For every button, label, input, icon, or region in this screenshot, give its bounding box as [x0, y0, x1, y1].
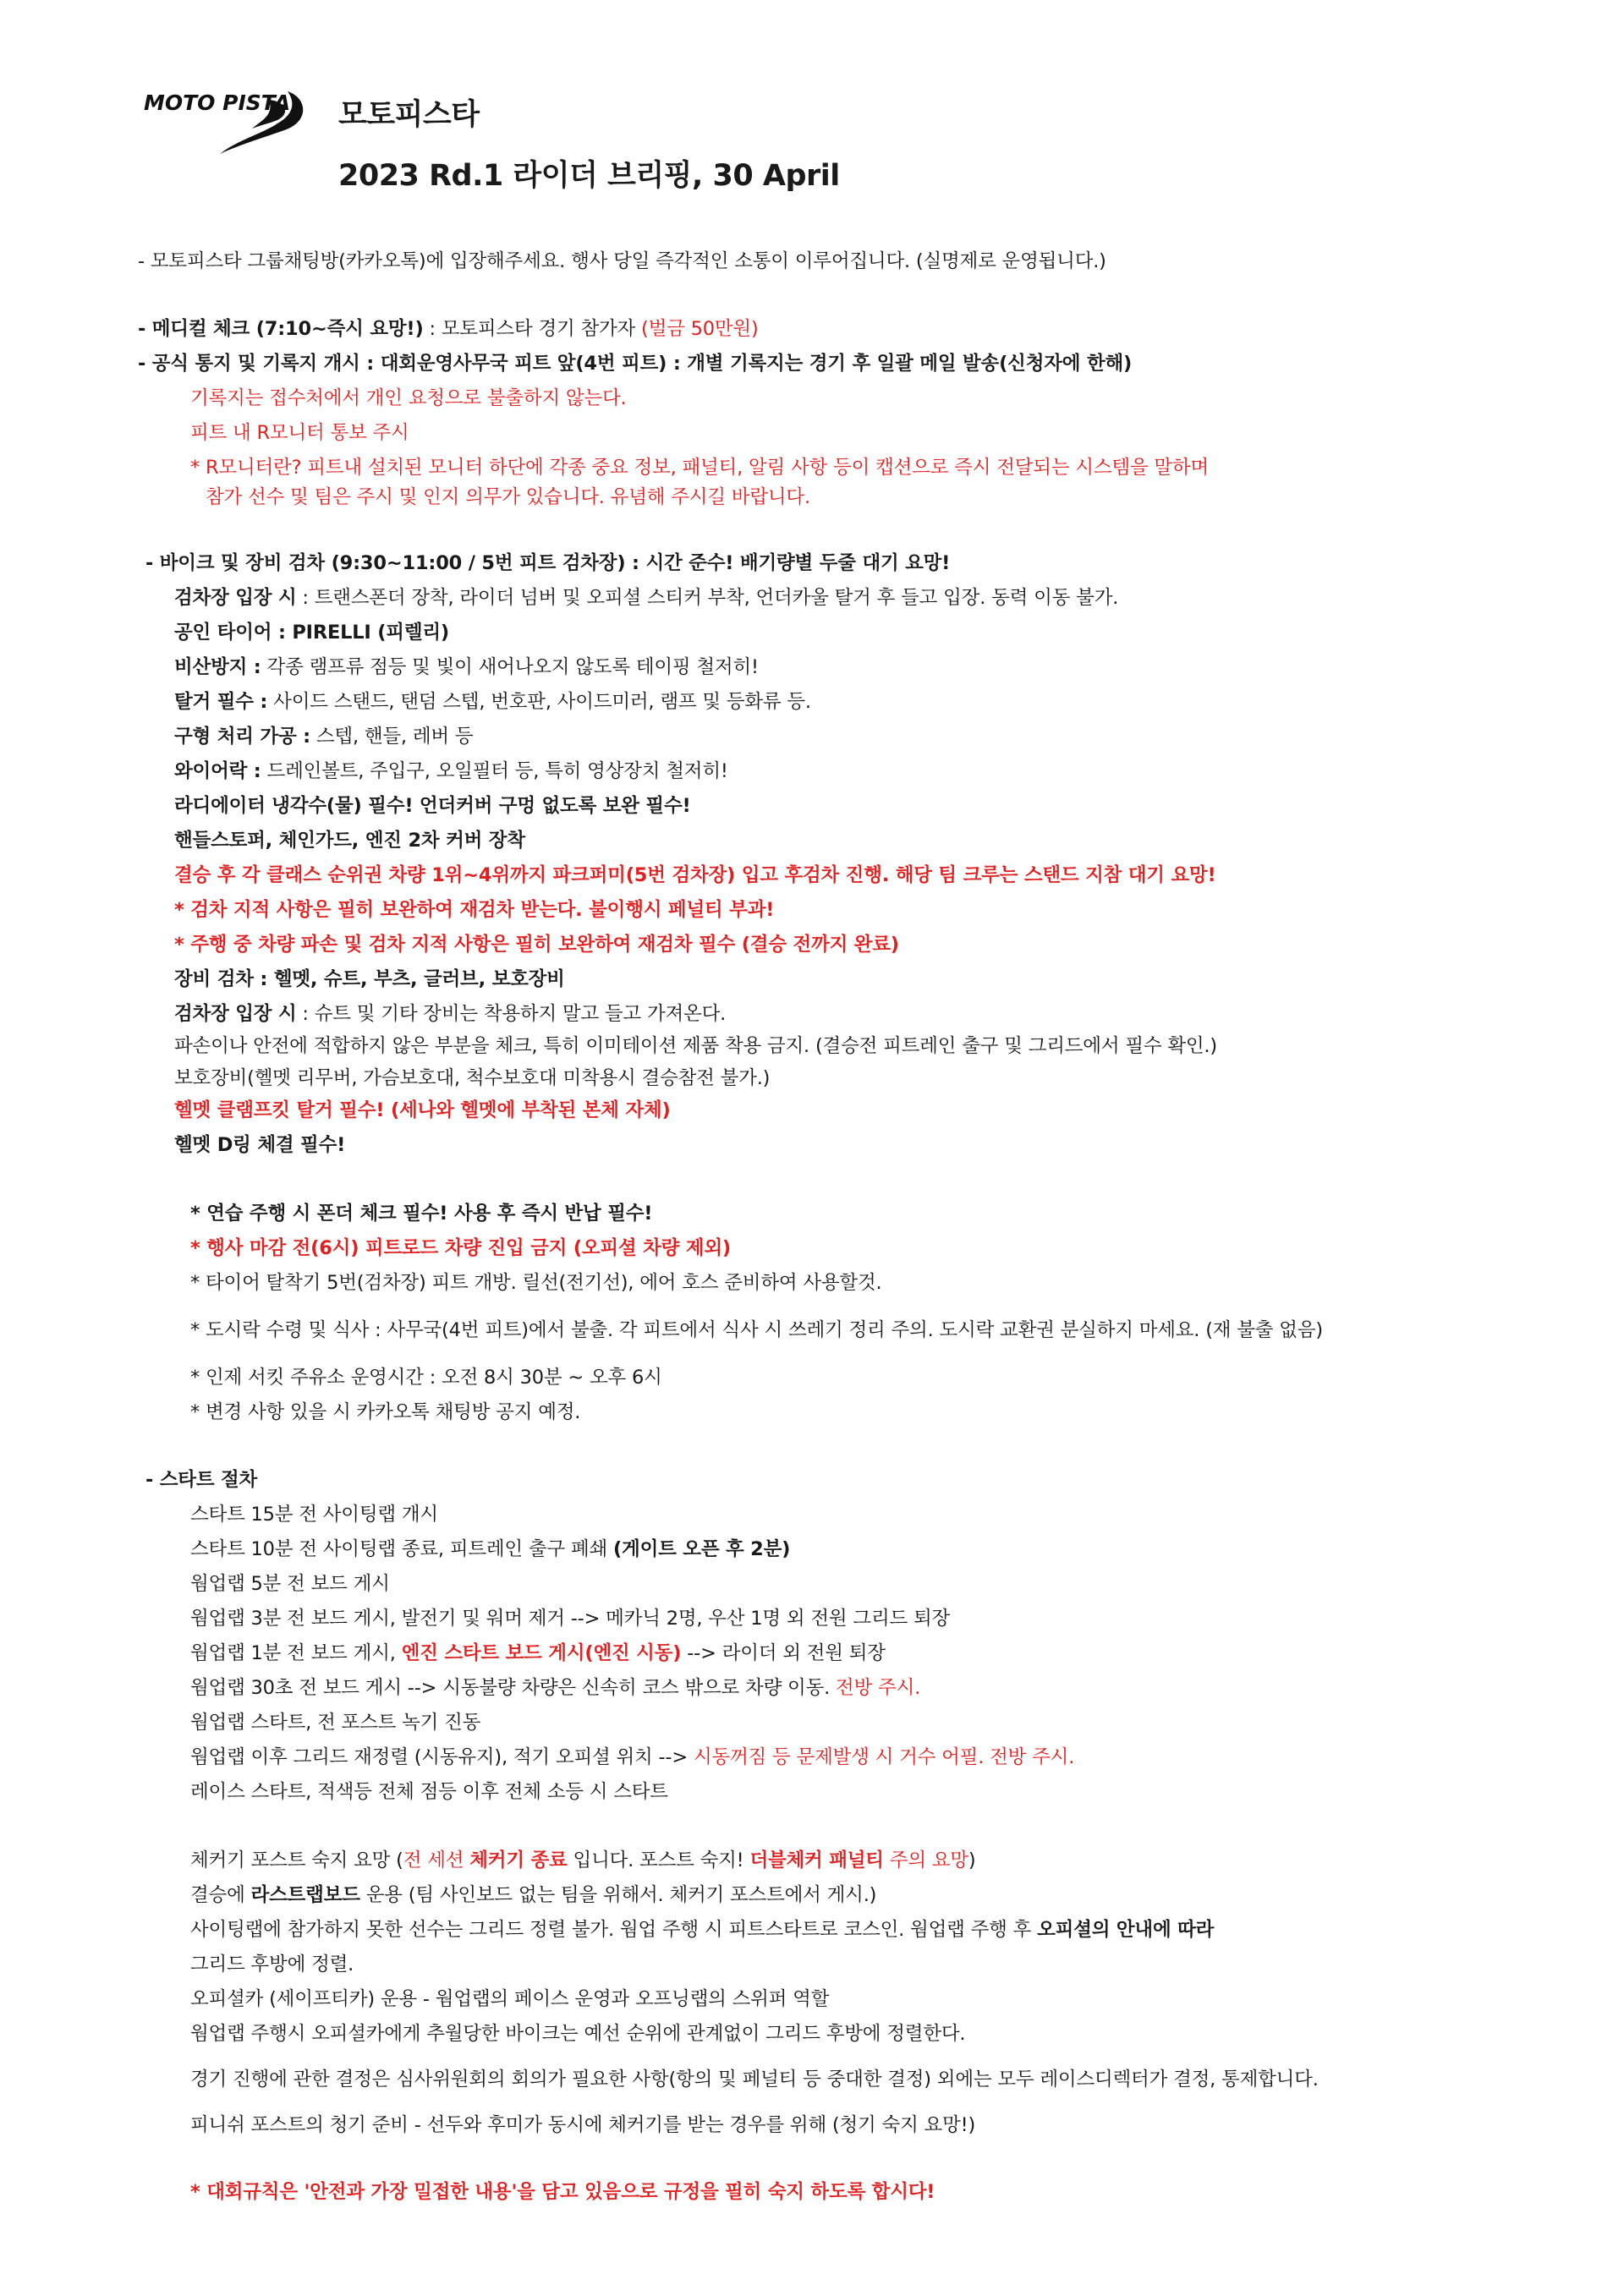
- start-step-5-a: 웜업랩 1분 전 보드 게시,: [190, 1642, 402, 1664]
- start-head: - 스타트 절차: [145, 1469, 258, 1491]
- gear-dring: 헬멧 D링 체결 필수!: [174, 1134, 346, 1156]
- removal-label: 탈거 필수 :: [174, 691, 268, 713]
- start-step-6: [190, 1674, 920, 1701]
- rule-overtaken: 웜업랩 주행시 오피셜카에게 추월당한 바이크는 예선 순위에 관계없이 그리드 후방에 정렬한다.: [190, 2023, 966, 2045]
- notice-line-1: 기록지는 접수처에서 개인 요청으로 불출하지 않는다.: [190, 387, 627, 409]
- medical-check-line: [138, 315, 759, 342]
- rule-sighting: [190, 1916, 1214, 1943]
- splash-text: 각종 램프류 점등 및 빛이 새어나오지 않도록 테이핑 철저히!: [261, 656, 759, 678]
- medical-text: : 모토피스타 경기 참가자: [423, 318, 642, 340]
- medical-head: - 메디컬 체크 (7:10~즉시 요망!): [138, 318, 424, 340]
- start-step-2-gate: (게이트 오픈 후 2분): [612, 1538, 791, 1560]
- inspection-entry: [174, 584, 1118, 611]
- start-step-9: 레이스 스타트, 적색등 전체 점등 이후 전체 소등 시 스타트: [190, 1781, 668, 1803]
- rule-checker-e: 더블체커 패널티: [749, 1849, 884, 1871]
- rule-checker-d: 입니다. 포스트 숙지!: [567, 1849, 750, 1871]
- start-step-8-appeal: 시동꺼짐 등 문제발생 시 거수 어필. 전방 주시.: [693, 1746, 1075, 1768]
- inspection-radiator: 라디에이터 냉각수(물) 필수! 언더커버 구멍 없도록 보완 필수!: [174, 795, 691, 817]
- inspection-penalty: * 검차 지적 사항은 필히 보완하여 재검차 받는다. 불이행시 페널티 부과!: [174, 899, 775, 921]
- note-gas-station: * 인제 서킷 주유소 운영시간 : 오전 8시 30분 ~ 오후 6시: [190, 1367, 662, 1389]
- splash-label: 비산방지 :: [174, 656, 261, 678]
- rule-lastlap-c: 운용 (팀 사인보드 없는 팀을 위해서. 체커기 포스트에서 게시.): [359, 1884, 877, 1906]
- gear-entry-label: 검차장 입장 시: [174, 1003, 297, 1025]
- page-title: 모토피스타: [338, 98, 480, 132]
- start-step-6-a: 웜업랩 30초 전 보드 게시 --> 시동불량 차량은 신속히 코스 밖으로 차량 이동.: [190, 1677, 837, 1699]
- start-step-8: [190, 1744, 1074, 1771]
- notice-head: - 공식 통지 및 기록지 개시 : 대회운영사무국 피트 앞(4번 피트) : 개별 기록지는 경기 후 일괄 메일 발송(신청자에 한해): [138, 353, 1133, 375]
- start-step-8-a: 웜업랩 이후 그리드 재정렬 (시동유지), 적기 오피셜 위치 -->: [190, 1746, 694, 1768]
- inspection-head: - 바이크 및 장비 검차 (9:30~11:00 / 5번 피트 검차장) : 시간 준수! 배기량별 두줄 대기 요망!: [145, 552, 951, 574]
- wire-text: 드레인볼트, 주입구, 오일필터 등, 특히 영상장치 철저히!: [261, 760, 728, 782]
- removal-text: 사이드 스탠드, 탠덤 스텝, 번호판, 사이드미러, 램프 및 등화류 등.: [267, 691, 811, 713]
- gear-entry-text: : 슈트 및 기타 장비는 착용하지 말고 들고 가져온다.: [296, 1003, 727, 1025]
- rule-checker: [190, 1847, 975, 1874]
- inspection-removal: [174, 688, 811, 715]
- gear-entry: [174, 1000, 726, 1027]
- start-step-6-watch: 전방 주시.: [836, 1677, 921, 1699]
- note-changes: * 변경 사항 있을 시 카카오톡 채팅방 공지 예정.: [190, 1401, 581, 1423]
- rule-race-director: 경기 진행에 관한 결정은 심사위원회의 회의가 필요한 사항(항의 및 페널티 등 중대한 결정) 외에는 모두 레이스디렉터가 결정, 통제합니다.: [190, 2069, 1319, 2091]
- rule-blue-flag: 피니쉬 포스트의 청기 준비 - 선두와 후미가 동시에 체커기를 받는 경우를 위해 (청기 숙지 요망!): [190, 2114, 976, 2136]
- medical-fine: (벌금 50만원): [641, 318, 759, 340]
- start-step-2: [190, 1536, 790, 1563]
- rule-lastlap-a: 결승에: [190, 1884, 251, 1906]
- note-pitroad: * 행사 마감 전(6시) 피트로드 차량 진입 금지 (오피셜 차량 제외): [190, 1237, 731, 1259]
- inspection-round: [174, 723, 473, 750]
- start-step-2-text: 스타트 10분 전 사이팅랩 종료, 피트레인 출구 폐쇄: [190, 1538, 613, 1560]
- gear-head: 장비 검차 : 헬멧, 슈트, 부츠, 글러브, 보호장비: [174, 968, 565, 990]
- start-step-4: 웜업랩 3분 전 보드 게시, 발전기 및 워머 제거 --> 메카닉 2명, 우산 1명 외 전원 그리드 퇴장: [190, 1608, 951, 1630]
- rule-checker-b: 전 세션: [403, 1849, 470, 1871]
- start-step-3: 웜업랩 5분 전 보드 게시: [190, 1573, 390, 1595]
- gear-check: 파손이나 안전에 적합하지 않은 부분을 체크, 특히 이미테이션 제품 착용 금지. (결승전 피트레인 출구 및 그리드에서 필수 확인.): [174, 1035, 1217, 1057]
- rule-safety-car: 오피셜카 (세이프티카) 운용 - 웜업랩의 페이스 운영과 오프닝랩의 스위퍼 역할: [190, 1988, 830, 2010]
- inspection-finals: 결승 후 각 클래스 순위권 차량 1위~4위까지 파크퍼미(5번 검차장) 입고 후검차 진행. 해당 팀 크루는 스탠드 지참 대기 요망!: [174, 864, 1216, 886]
- logo-text: MOTO PISTA: [144, 90, 291, 115]
- notice-line-4: 참가 선수 및 팀은 주시 및 인지 의무가 있습니다. 유념해 주시길 바랍니다.: [206, 486, 810, 508]
- intro-line: - 모토피스타 그룹채팅방(카카오톡)에 입장해주세요. 행사 당일 즉각적인 소통이 이루어집니다. (실명제로 운영됩니다.): [138, 250, 1106, 272]
- round-text: 스텝, 핸들, 레버 등: [310, 726, 474, 748]
- start-step-1: 스타트 15분 전 사이팅랩 개시: [190, 1504, 438, 1526]
- notice-line-3: * R모니터란? 피트내 설치된 모니터 하단에 각종 중요 정보, 패널티, 알림 사항 등이 캡션으로 즉시 전달되는 시스템을 말하며: [190, 457, 1209, 479]
- inspection-entry-label: 검차장 입장 시: [174, 587, 297, 609]
- wire-label: 와이어락 :: [174, 760, 261, 782]
- rule-sighting-b: 오피셜의 안내에 따라: [1037, 1919, 1215, 1941]
- rule-checker-c: 체커기 종료: [469, 1849, 568, 1871]
- inspection-slider: 핸들스토퍼, 체인가드, 엔진 2차 커버 장착: [174, 830, 525, 852]
- rule-lastlap-b: 라스트랩보드: [250, 1884, 360, 1906]
- notice-line-2: 피트 내 R모니터 통보 주시: [190, 422, 409, 444]
- rule-checker-a: 체커기 포스트 숙지 요망 (: [190, 1849, 403, 1871]
- final-rule: * 대회규칙은 '안전과 가장 밀접한 내용'을 담고 있음으로 규정을 필히 숙지 하도록 합시다!: [190, 2181, 935, 2203]
- rule-lastlap: [190, 1882, 876, 1909]
- inspection-wire: [174, 758, 728, 785]
- start-step-5-engine: 엔진 스타트 보드 게시(엔진 시동): [401, 1642, 682, 1664]
- rule-checker-g: ): [968, 1849, 976, 1871]
- page-subtitle: 2023 Rd.1 라이더 브리핑, 30 April: [338, 159, 840, 193]
- start-step-7: 웜업랩 스타트, 전 포스트 녹기 진동: [190, 1712, 481, 1734]
- start-step-5: [190, 1640, 886, 1667]
- note-tire-changer: * 타이어 탈착기 5번(검차장) 피트 개방. 릴선(전기선), 에어 호스 준비하여 사용할것.: [190, 1272, 882, 1294]
- start-step-5-c: --> 라이더 외 전원 퇴장: [681, 1642, 886, 1664]
- note-transponder: * 연습 주행 시 폰더 체크 필수! 사용 후 즉시 반납 필수!: [190, 1203, 653, 1225]
- inspection-entry-text: : 트랜스폰더 장착, 라이더 넘버 및 오피셜 스티커 부착, 언더카울 탈거 후 들고 입장. 동력 이동 불가.: [296, 587, 1119, 609]
- gear-protector: 보호장비(헬멧 리무버, 가슴보호대, 척수보호대 미착용시 결승참전 불가.): [174, 1067, 771, 1089]
- inspection-splash: [174, 654, 759, 681]
- gear-helmet-clamp: 헬멧 클램프킷 탈거 필수! (세나와 헬멧에 부착된 본체 자체): [174, 1099, 671, 1121]
- rule-checker-f: 주의 요망: [883, 1849, 968, 1871]
- rule-grid-rear: 그리드 후방에 정렬.: [190, 1954, 354, 1975]
- rule-sighting-a: 사이팅랩에 참가하지 못한 선수는 그리드 정렬 불가. 웜업 주행 시 피트스타트로 코스인. 웜업랩 주행 후: [190, 1919, 1038, 1941]
- round-label: 구형 처리 가공 :: [174, 726, 310, 748]
- note-lunch: * 도시락 수령 및 식사 : 사무국(4번 피트)에서 불출. 각 피트에서 식사 시 쓰레기 정리 주의. 도시락 교환권 분실하지 마세요. (재 불출 없음): [190, 1319, 1323, 1341]
- inspection-tire: 공인 타이어 : PIRELLI (피렐리): [174, 622, 449, 644]
- inspection-damage: * 주행 중 차량 파손 및 검차 지적 사항은 필히 보완하여 재검차 필수 (결승 전까지 완료): [174, 934, 899, 956]
